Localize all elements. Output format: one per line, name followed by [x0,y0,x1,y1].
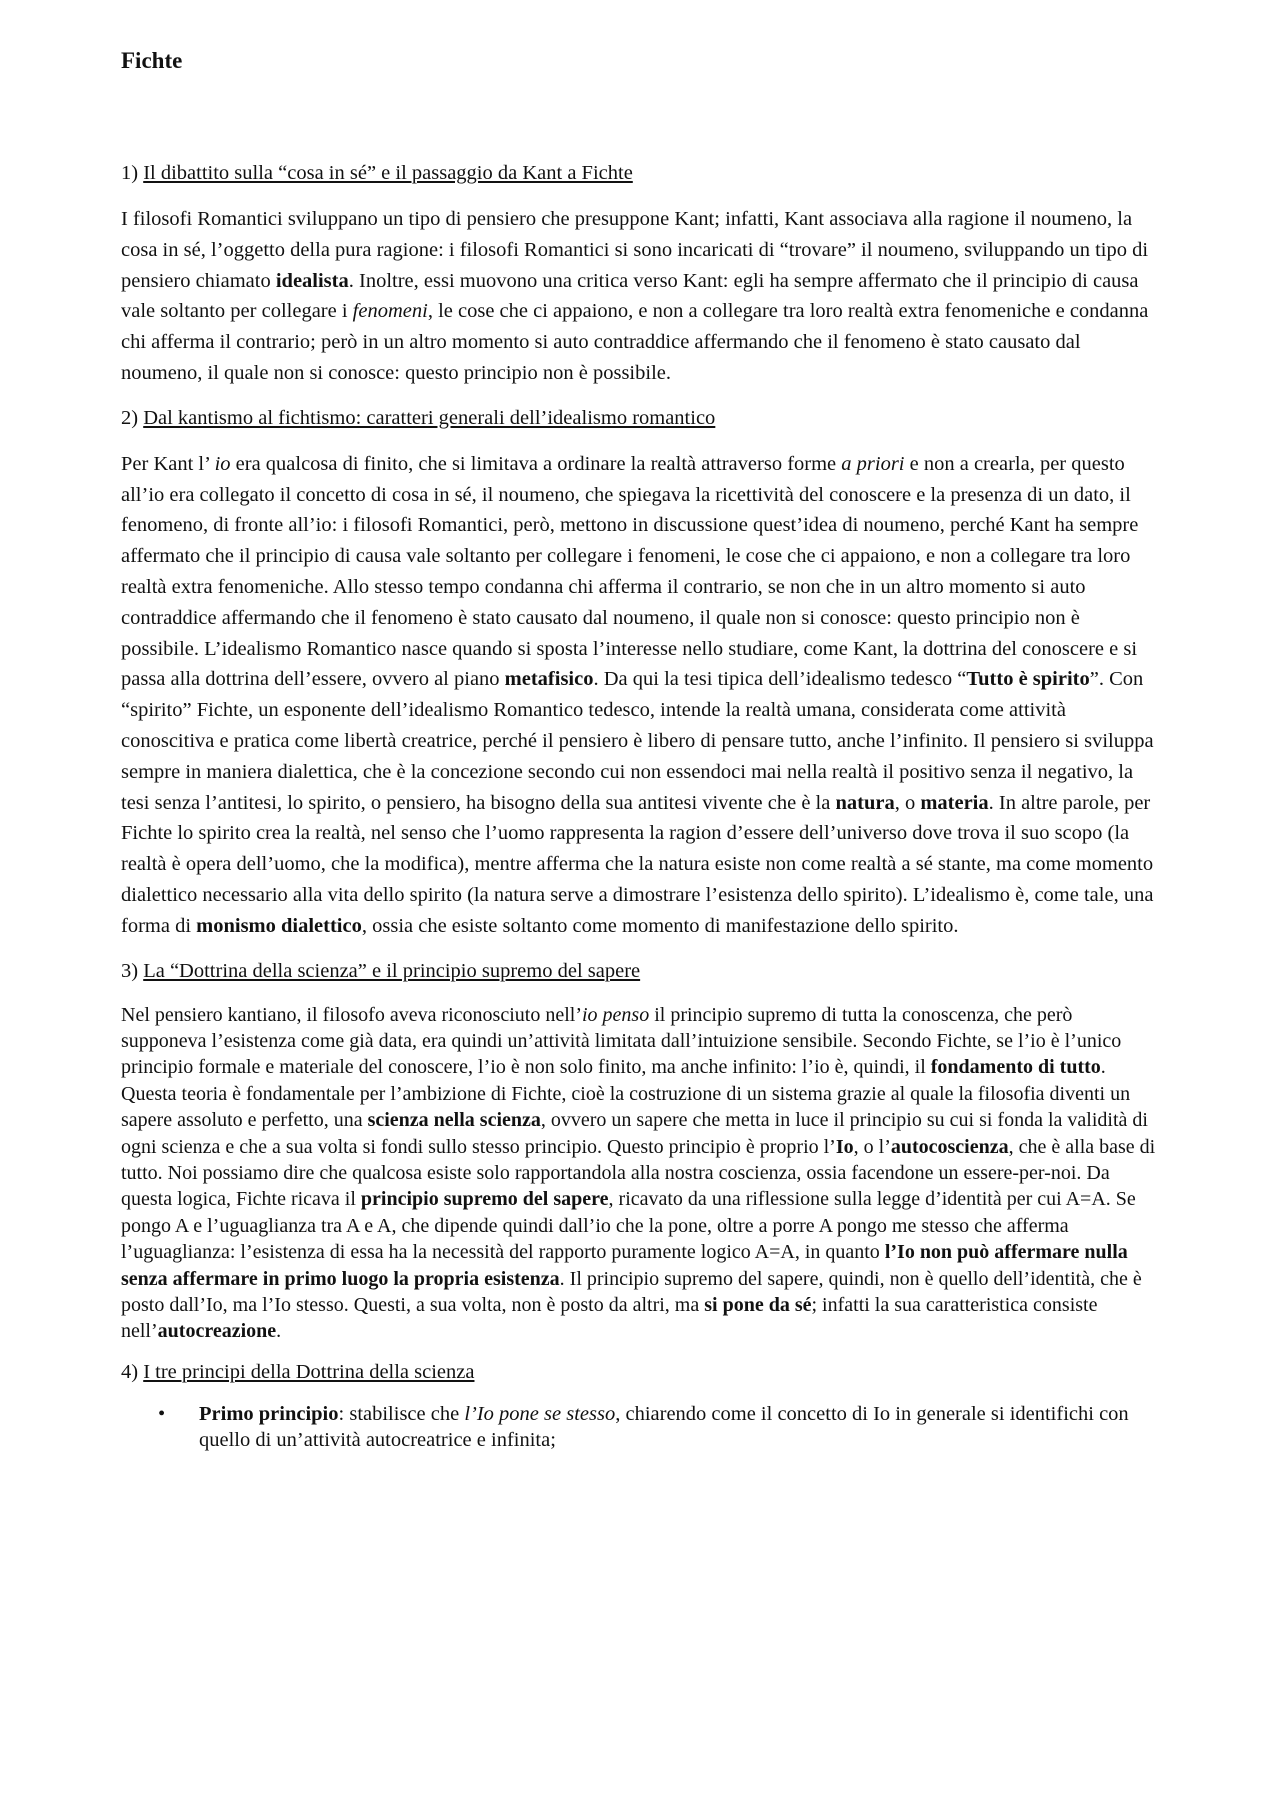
section-2-paragraph [121,449,1161,942]
text-run: ; infatti la sua caratteristica consiste nell’ [121,1294,1098,1343]
section-3-paragraph [121,1002,1161,1345]
text-run: . [276,1320,282,1343]
text-run: . In altre parole, per Fichte lo spirito crea la realtà, nel senso che l’uomo rappresenta la ragion d’essere dell’universo dove trova il suo scopo (la realtà è opera dell’uomo, che la modifica), mentre afferma che la natura esiste non come realtà a sé stante, ma come momento dialettico necessario alla vita dello spirito (la natura serve a dimostrare l’esistenza dello spirito). L’idealismo è, come tale, una forma di [121,791,1154,937]
list-item [121,1401,1161,1454]
text-run: , che è alla base di tutto. Noi possiamo dire che qualcosa esiste solo rapportandola alla nostra coscienza, ossia facendone un essere-per-noi. Da questa logica, Fichte ricava il [121,1135,1156,1211]
section-2-number: 2) [121,406,144,429]
section-4-heading [121,1357,1161,1387]
text-run: Per Kant l’ [121,452,215,475]
text-run: , o l’ [853,1135,891,1158]
bold-term: fondamento di tutto [930,1056,1101,1079]
section-3-title: La “Dottrina della scienza” e il principio supremo del sapere [143,959,641,982]
text-run: e non a crearla, per questo all’io era collegato il concetto di cosa in sé, il noumeno, che spiegava la ricettività del conoscere e la presenza di un dato, il fenomeno, di fronte all’io: i filosofi Romantici, però, mettono in discussione quest’idea di noumeno, perché Kant ha sempre affermato che il principio di causa vale soltanto per collegare i fenomeni, le cose che ci appaiono, e non a collegare tra loro realtà extra fenomeniche. Allo stesso tempo condanna chi afferma il contrario, se non che in un altro momento si auto contraddice affermando che il fenomeno è stato causato dal noumeno, il quale non si conosce: questo principio non è possibile. L’idealismo Romantico nasce quando si sposta l’interesse nello studiare, come Kant, la dottrina del conoscere e si passa alla dottrina dell’essere, ovvero al piano [121,452,1139,691]
bold-term: autocreazione [157,1320,277,1343]
bullet-icon: • [158,1402,166,1425]
text-run: . Inoltre, essi muovono una critica verso Kant: egli ha sempre affermato che il principio di causa vale soltanto per collegare i [121,269,1139,323]
italic-term: a priori [841,452,905,475]
bold-term: autocoscienza [890,1135,1009,1158]
text-run: . Il principio supremo del sapere, quindi, non è quello dell’identità, che è posto dall’Io, ma l’Io stesso. Questi, a sua volta, non è posto da altri, ma [121,1267,1142,1316]
text-run: . Da qui la tesi tipica dell’idealismo tedesco “ [593,668,967,691]
bold-term: Io [835,1135,854,1158]
list-item-label: Primo principio [199,1402,339,1425]
bold-term: monismo dialettico [196,914,362,937]
italic-term: io penso [581,1003,650,1026]
bold-term: materia [920,791,989,814]
section-4-title: I tre principi della Dottrina della scienza [143,1360,475,1383]
bold-term: natura [835,791,895,814]
section-3-heading [121,956,1161,986]
bold-term: si pone da sé [704,1294,812,1316]
section-2-title: Dal kantismo al fichtismo: caratteri generali dell’idealismo romantico [143,406,716,429]
principles-list [121,1401,1161,1454]
text-run: , ricavato da una riflessione sulla legge d’identità per cui A=A. Se pongo A e l’uguaglianza tra A e A, che dipende quindi dall’io che la pone, oltre a porre A pongo me stesso che afferma l’uguaglianza: l’esistenza di essa ha la necessità del rapporto puramente logico A=A, in quanto [121,1188,1136,1264]
text-run: , chiarendo come il concetto di Io in generale si identifichi con quello di un’attività autocreatrice e infinita; [199,1402,1129,1452]
text-run: , ossia che esiste soltanto come momento di manifestazione dello spirito. [361,914,959,937]
bold-term: Tutto è spirito [966,668,1090,691]
text-run: I filosofi Romantici sviluppano un tipo di pensiero che presuppone Kant; infatti, Kant associava alla ragione il noumeno, la cosa in sé, l’oggetto della pura ragione: i filosofi Romantici si sono incaricati di “trovare” il noumeno, sviluppando un tipo di pensiero chiamato [121,208,1149,292]
bold-term: l’Io non può affermare nulla senza affermare in primo luogo la propria esistenza [121,1241,1128,1290]
bold-term: scienza nella scienza [367,1109,541,1132]
text-run: ”. Con “spirito” Fichte, un esponente dell’idealismo Romantico tedesco, intende la realtà umana, considerata come attività conoscitiva e pratica come libertà creatrice, perché il pensiero è libero di pensare tutto, anche l’infinito. Il pensiero si sviluppa sempre in maniera dialettica, che è la concezione secondo cui non essendoci mai nella realtà il positivo senza il negativo, la tesi senza l’antitesi, lo spirito, o pensiero, ha bisogno della sua antitesi vivente che è la [121,668,1154,814]
bold-term: principio supremo del sapere [360,1188,609,1211]
section-1-title: Il dibattito sulla “cosa in sé” e il passaggio da Kant a Fichte [143,162,633,184]
text-run: Nel pensiero kantiano, il filosofo aveva riconosciuto nell’ [121,1003,582,1026]
section-1-number: 1) [121,162,144,184]
text-run: : stabilisce che [338,1402,465,1425]
section-3-number: 3) [121,959,144,982]
text-run: il principio supremo di tutta la conoscenza, che però supponeva l’esistenza come già data, era quindi un’attività limitata dall’intuizione sensibile. Secondo Fichte, se l’io è l’unico principio formale e materiale del conoscere, l’io è non solo finito, ma anche infinito: l’io è, quindi, il [121,1003,1122,1079]
section-2-heading [121,403,1161,433]
bold-term: metafisico [504,668,594,691]
italic-term: fenomeni [352,300,428,323]
document-content [121,46,1161,1454]
text-run: , le cose che ci appaiono, e non a collegare tra loro realtà extra fenomeniche e condanna chi afferma il contrario; però in un altro momento si auto contraddice affermando che il fenomeno è stato causato dal noumeno, il quale non si conosce: questo principio non è possibile. [121,300,1149,384]
section-1-heading [121,158,1161,188]
text-run: , o [894,791,921,814]
italic-term: l’Io pone se stesso [464,1402,616,1425]
bold-term: idealista [275,269,349,292]
section-1-paragraph [121,204,1161,389]
text-run: , ovvero un sapere che metta in luce il principio su cui si fonda la validità di ogni scienza e che a sua volta si fondi sullo stesso principio. Questo principio è proprio l’ [121,1109,1148,1158]
document-title: Fichte [121,48,183,73]
section-4-number: 4) [121,1360,144,1383]
italic-term: io [214,452,231,475]
text-run: . Questa teoria è fondamentale per l’ambizione di Fichte, cioè la costruzione di un sistema grazie al quale la filosofia diventi un sapere assoluto e perfetto, una [121,1056,1131,1132]
text-run: era qualcosa di finito, che si limitava a ordinare la realtà attraverso forme [230,452,842,475]
